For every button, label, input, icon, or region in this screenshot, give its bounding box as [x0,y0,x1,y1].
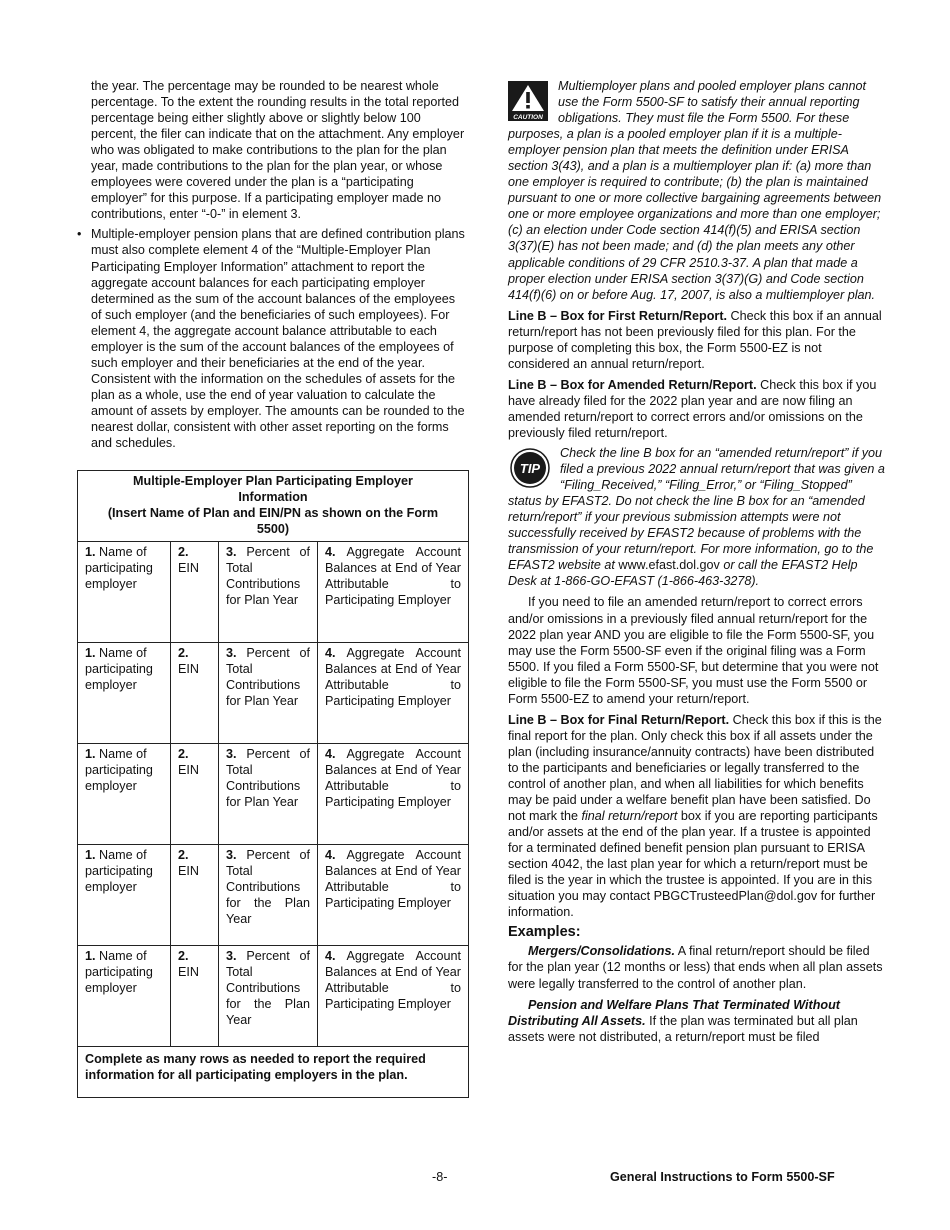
ein-cell-number: 2. [178,545,189,560]
employer-name-cell [78,542,171,643]
table-row [78,946,469,1047]
mergers-paragraph [508,943,886,991]
percent-contributions-cell-label: Percent of Total Contributions for Plan Year [226,646,311,709]
ein-cell-number: 2. [178,747,189,762]
employer-name-cell-label: Name of participating employer [85,747,153,794]
amend-paragraph: If you need to file an amended return/report to correct errors and/or omissions in a previously filed annual return/report for the 2022 plan year AND you are eligible to file the Form 5500-SF, you may use the Form 5500-SF even if the original filing was a Form 5500. If you filed a Form 5500-SF, but determine that you were not eligible to file the Form 5500-SF, you must use the Form 5500 or Form 5500-EZ to amend your return/report. [508,595,879,706]
table-subtitle: (Insert Name of Plan and EIN/PN as shown on the Form 5500) [107,506,439,537]
aggregate-balance-cell-label: Aggregate Account Balances at End of Year Attributable to Participating Employer [325,848,461,911]
terminated-heading: Pension and Welfare Plans That Terminated Without Distributing All Assets. [508,997,840,1028]
tip-text-1: Check the line B box for an “amended return/report” if you filed a previous 2022 annual return/report that was given a “Filing_Received,” “Filing_Error,” or “Filing_Stopped” status by EFAST2. Do not check the line B box for an “amended return/report” if your previous submission attempts were not successfully received by EFAST2 because of problems with the transmission of your return/report. For more information, go to the EFAST2 website at [508,446,885,573]
first-return-text: Check this box if an annual return/report has not been previously filed for this plan. For the purpose of completing this box, the Form 5500-EZ is not considered an annual return/report. [508,308,882,371]
aggregate-balance-cell-number: 4. [325,545,336,560]
terminated-text: If the plan was terminated but all plan assets were not distributed, a return/report must be filed [508,1013,858,1044]
table-row [78,643,469,744]
caution-note [508,78,886,303]
right-column [508,78,886,1045]
aggregate-balance-cell [318,542,469,643]
ein-cell-label: EIN [178,864,199,879]
employer-name-cell [78,744,171,845]
ein-cell-label: EIN [178,662,199,677]
ein-cell-number: 2. [178,646,189,661]
participating-employer-table [77,470,469,1098]
first-return-heading: Line B – Box for First Return/Report. [508,308,728,323]
employer-name-cell [78,946,171,1047]
percent-contributions-cell [219,643,318,744]
percent-contributions-cell-number: 3. [226,949,237,964]
page-number: -8- [432,1170,448,1184]
ein-cell-label: EIN [178,561,199,576]
employer-name-cell-label: Name of participating employer [85,848,153,895]
ein-cell [171,845,219,946]
ein-cell-number: 2. [178,848,189,863]
first-return-paragraph [508,308,886,372]
aggregate-balance-cell-number: 4. [325,848,336,863]
percent-contributions-cell-label: Percent of Total Contributions for the Plan Year [226,848,311,927]
percent-contributions-cell-label: Percent of Total Contributions for the Plan Year [226,949,311,1028]
mergers-text: A final return/report should be filed for the plan year (12 months or less) that ends when all plan assets were legally transferred to the control of another plan. [508,944,883,991]
table-row [78,744,469,845]
bullet-symbol: • [77,227,82,242]
caution-text: Multiemployer plans and pooled employer plans cannot use the Form 5500-SF to satisfy their annual reporting obligations. They must file the Form 5500. For these purposes, a plan is a pooled employer plan if it is a multiple-employer pension plan that meets the definition under ERISA section 3(43), and a plan is a multiemployer plan if: (a) more than one employer is required to contribute; (b) the plan is maintained pursuant to one or more collective bargaining agreements between one or more employee organizations and more than one employer; (c) an election under Code section 414(f)(5) and ERISA section 3(37)(E) has not been made; and (d) the plan meets any other applicable conditions of 29 CFR 2510.3-37. A plan that made a proper election under ERISA section 3(37)(G) and Code section 414(f)(6) on or before Aug. 17, 2007, is also a multiemployer plan. [508,79,882,302]
percent-contributions-cell [219,845,318,946]
employer-name-cell-number: 1. [85,545,96,560]
tip-icon-label: TIP [519,461,541,477]
table-row [78,845,469,946]
employer-name-cell-label: Name of participating employer [85,949,153,996]
terminated-paragraph [508,997,886,1045]
aggregate-balance-cell-label: Aggregate Account Balances at End of Year Attributable to Participating Employer [325,747,461,810]
final-return-heading: Line B – Box for Final Return/Report. [508,712,730,727]
amended-return-text: Check this box if you have already filed for the 2022 plan year and are now filing an amended return/report to correct errors and/or omissions on the previously filed return/report. [508,377,877,440]
ein-cell-label: EIN [178,965,199,980]
bullet-item [77,226,469,451]
table-header [78,471,469,542]
table-footer-note: Complete as many rows as needed to report the required information for all participating employers in the plan. [78,1047,469,1098]
intro-paragraph: the year. The percentage may be rounded to be nearest whole percentage. To the extent the rounding results in the total reported percentage being either slightly above or slightly below 100 percent, the filer can indicate that on the attachment. Any employer who was obligated to make contributions to the plan for the plan year, made contributions to the plan for the plan year, or whose employees were covered under the plan is a “participating employer” for this purpose. If a participating employer made no contributions, enter “-0-” in element 3. [91,79,465,222]
percent-contributions-cell [219,542,318,643]
aggregate-balance-cell-number: 4. [325,949,336,964]
aggregate-balance-cell-number: 4. [325,747,336,762]
table-title: Multiple-Employer Plan Participating Employer Information [133,474,413,505]
caution-icon [508,81,548,121]
table-row [78,542,469,643]
employer-name-cell-label: Name of participating employer [85,545,153,592]
percent-contributions-cell-number: 3. [226,646,237,661]
examples-heading: Examples: [508,924,581,941]
ein-cell-label: EIN [178,763,199,778]
tip-icon [510,448,550,488]
tip-note [508,445,886,589]
final-return-text-2: box if you are reporting participants and/or assets at the end of the plan year. If a trustee is appointed for a terminated defined benefit pension plan pursuant to ERISA section 4042, the last plan year for which a return/report must be filed is the year in which the trustee is appointed. If you are in this situation you may contact PBGCTrusteedPlan@dol.gov for further information. [508,809,878,920]
percent-contributions-cell-label: Percent of Total Contributions for Plan Year [226,747,311,810]
aggregate-balance-cell-number: 4. [325,646,336,661]
amended-return-paragraph [508,377,886,441]
mergers-heading: Mergers/Consolidations. [528,944,675,959]
efast-link[interactable]: www.efast.dol.gov [614,558,724,573]
final-return-italic: final return/report [581,809,678,824]
ein-cell [171,542,219,643]
final-return-text-1: Check this box if this is the final report for the plan. Only check this box if all assets under the plan (including insurance/annuity contracts) have been distributed to the participants and beneficiaries or legally transferred to the control of another plan, and when all liabilities for which benefits may be paid under a welfare benefit plan have been satisfied. Do not mark the [508,712,882,824]
employer-name-cell [78,643,171,744]
employer-name-cell-number: 1. [85,848,96,863]
ein-cell [171,946,219,1047]
employer-name-cell-number: 1. [85,747,96,762]
employer-name-cell-label: Name of participating employer [85,646,153,693]
aggregate-balance-cell [318,946,469,1047]
final-return-paragraph [508,712,886,921]
percent-contributions-cell-number: 3. [226,848,237,863]
aggregate-balance-cell [318,643,469,744]
amended-return-heading: Line B – Box for Amended Return/Report. [508,377,757,392]
aggregate-balance-cell [318,845,469,946]
tip-text-2: or call the EFAST2 Help Desk at 1-866-GO-EFAST (1-866-463-3278). [508,558,858,589]
employer-name-cell [78,845,171,946]
document-title: General Instructions to Form 5500-SF [610,1170,835,1184]
percent-contributions-cell-label: Percent of Total Contributions for Plan Year [226,545,311,608]
ein-cell-number: 2. [178,949,189,964]
employer-name-cell-number: 1. [85,949,96,964]
percent-contributions-cell-number: 3. [226,747,237,762]
bullet-paragraph: Multiple-employer pension plans that are defined contribution plans must also complete element 4 of the “Multiple-Employer Plan Participating Employer Information” attachment to report the aggregate account balances for each participating employer determined as the sum of the account balances of the employees of such employer (and the beneficiaries of such employees). For element 4, the aggregate account balance attributable to each employer is the sum of the account balances of the employees of such employer and their beneficiaries at the end of the year. Consistent with the information on the schedules of assets for the plan as a whole, use the end of year valuation to calculate the amount of assets by employer. The amounts can be rounded to the nearest dollar, consistent with other asset reporting on the forms and schedules. [91,227,465,451]
ein-cell [171,643,219,744]
percent-contributions-cell [219,946,318,1047]
percent-contributions-cell [219,744,318,845]
percent-contributions-cell-number: 3. [226,545,237,560]
aggregate-balance-cell-label: Aggregate Account Balances at End of Year Attributable to Participating Employer [325,545,461,608]
caution-icon-label: CAUTION [513,114,543,121]
aggregate-balance-cell [318,744,469,845]
employer-name-cell-number: 1. [85,646,96,661]
aggregate-balance-cell-label: Aggregate Account Balances at End of Year Attributable to Participating Employer [325,646,461,709]
ein-cell [171,744,219,845]
aggregate-balance-cell-label: Aggregate Account Balances at End of Year Attributable to Participating Employer [325,949,461,1012]
left-column [77,78,469,1098]
